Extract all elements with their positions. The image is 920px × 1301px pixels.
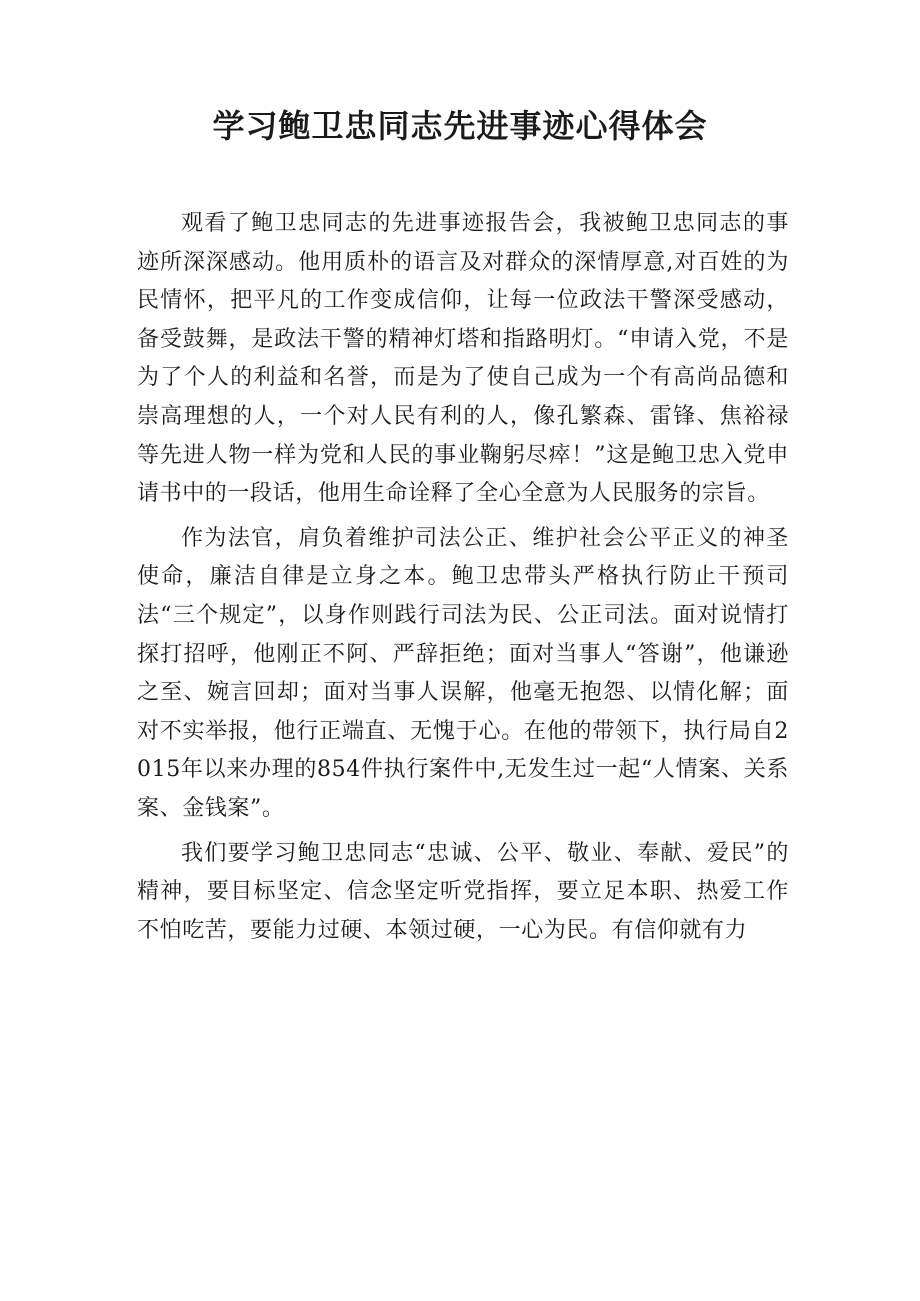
- paragraph-2: 作为法官，肩负着维护司法公正、维护社会公平正义的神圣使命，廉洁自律是立身之本。鲍卫忠带头严格执行防止干预司法“三个规定”，以身作则践行司法为民、公正司法。面对说情打探打招呼，他刚正不阿、严辞拒绝；面对当事人“答谢”，他谦逊之至、婉言回却；面对当事人误解，他毫无抱怨、以情化解；面对不实举报，他行正端直、无愧于心。在他的带领下，执行局自2015年以来办理的854件执行案件中,无发生过一起“人情案、关系案、金钱案”。: [137, 525, 789, 821]
- document-title: 学习鲍卫忠同志先进事迹心得体会: [212, 107, 708, 145]
- paragraph-3: 我们要学习鲍卫忠同志“忠诚、公平、敬业、奉献、爱民”的精神，要目标坚定、信念坚定听党指挥，要立足本职、热爱工作不怕吃苦，要能力过硬、本领过硬，一心为民。有信仰就有力: [137, 840, 789, 943]
- document-body: [137, 205, 789, 956]
- paragraph-1: 观看了鲍卫忠同志的先进事迹报告会，我被鲍卫忠同志的事迹所深深感动。他用质朴的语言及对群众的深情厚意,对百姓的为民情怀，把平凡的工作变成信仰，让每一位政法干警深受感动，备受鼓舞，是政法干警的精神灯塔和指路明灯。“申请入党，不是为了个人的利益和名誉，而是为了使自己成为一个有高尚品德和崇高理想的人，一个对人民有利的人，像孔繁森、雷锋、焦裕禄等先进人物一样为党和人民的事业鞠躬尽瘁！”这是鲍卫忠入党申请书中的一段话，他用生命诠释了全心全意为人民服务的宗旨。: [137, 211, 789, 507]
